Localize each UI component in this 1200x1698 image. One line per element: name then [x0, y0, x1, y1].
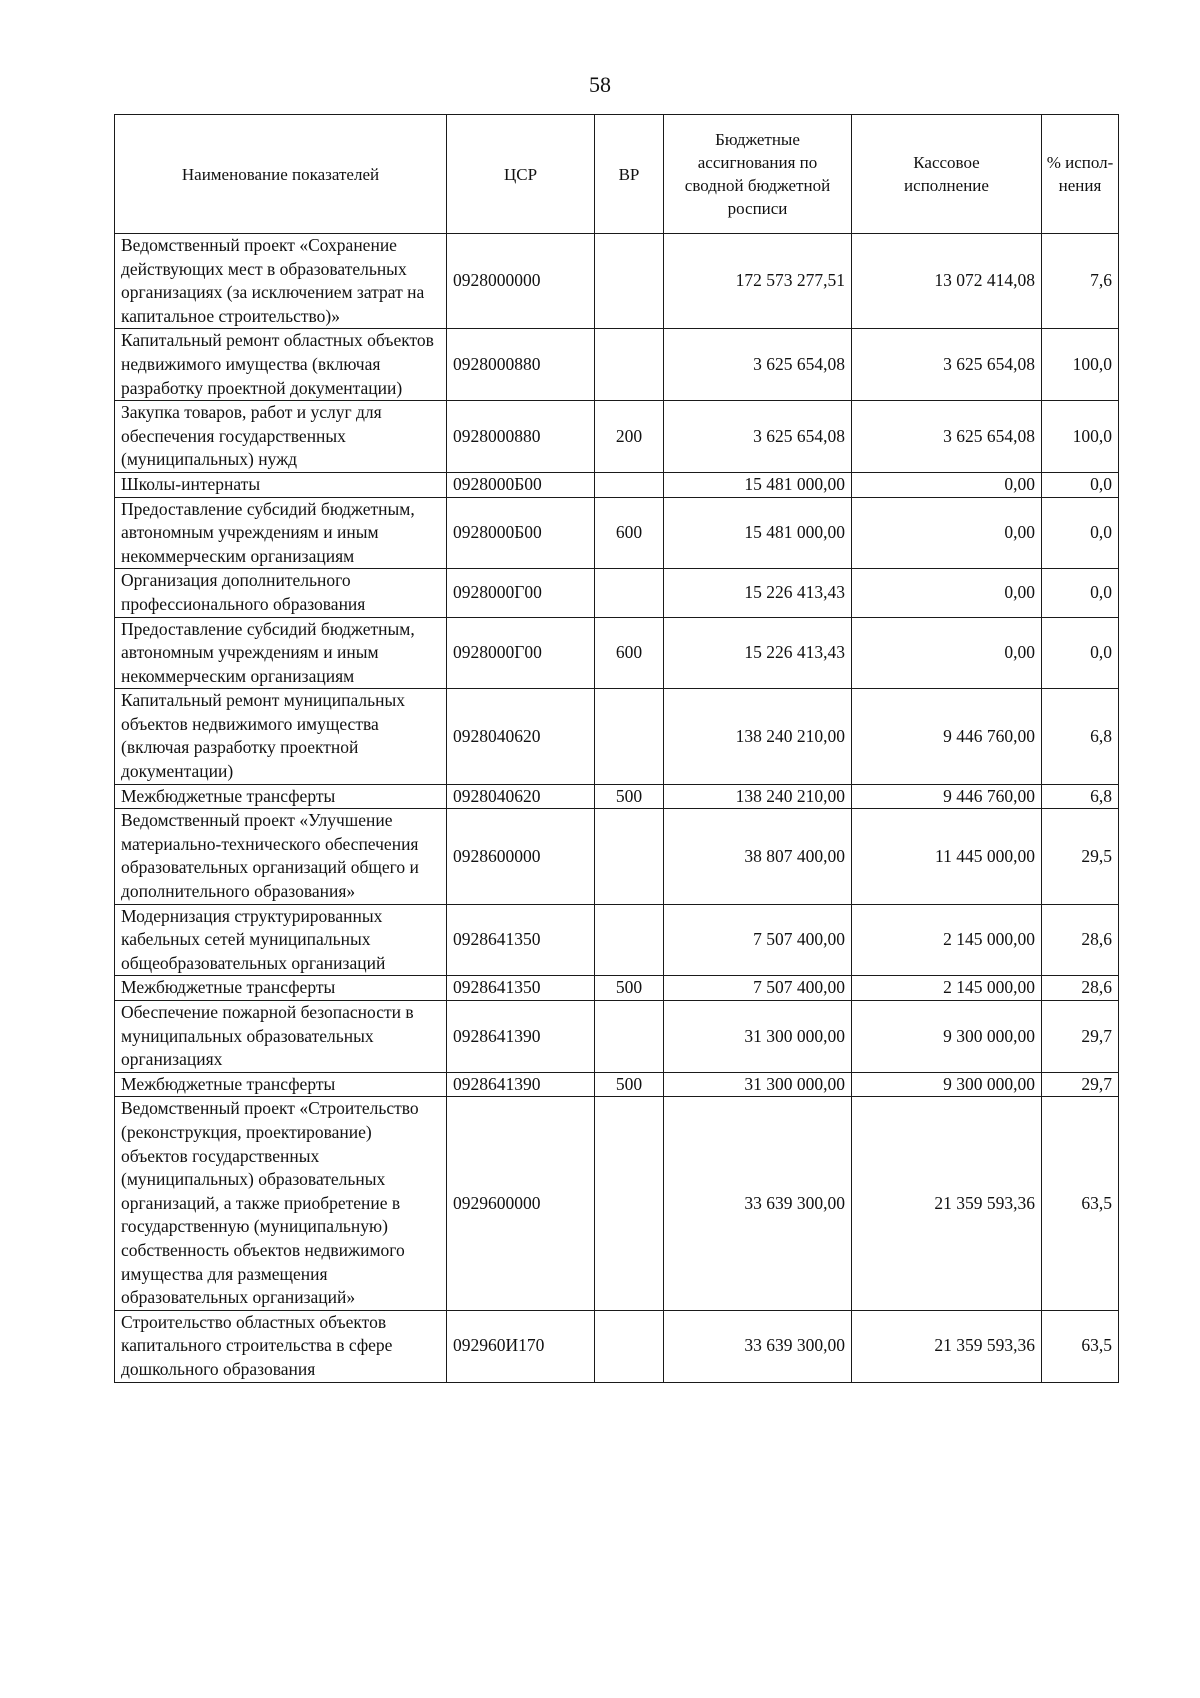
row-execution: 9 300 000,00: [852, 1001, 1042, 1073]
row-name: Обеспечение пожарной безопасности в муниципальных образовательных организациях: [115, 1001, 447, 1073]
table-row: [115, 1072, 1119, 1097]
row-vr: [595, 1001, 664, 1073]
table-header-row: [115, 115, 1119, 234]
row-vr: [595, 1310, 664, 1382]
row-csr: 0928000880: [447, 329, 595, 401]
row-name: Предоставление субсидий бюджетным, автономным учреждениям и иным некоммерческим организациям: [115, 497, 447, 569]
row-csr: 0928000Г00: [447, 569, 595, 617]
row-name: Организация дополнительного профессионального образования: [115, 569, 447, 617]
table-row: [115, 1001, 1119, 1073]
row-csr: 0928000Б00: [447, 497, 595, 569]
row-execution: 11 445 000,00: [852, 809, 1042, 904]
row-vr: [595, 569, 664, 617]
row-execution: 3 625 654,08: [852, 401, 1042, 473]
row-allocations: 138 240 210,00: [664, 784, 852, 809]
row-vr: [595, 904, 664, 976]
row-allocations: 3 625 654,08: [664, 401, 852, 473]
row-percent: 29,7: [1042, 1001, 1119, 1073]
row-csr: 0928000880: [447, 401, 595, 473]
row-execution: 9 300 000,00: [852, 1072, 1042, 1097]
row-csr: 0928641350: [447, 976, 595, 1001]
row-allocations: 31 300 000,00: [664, 1001, 852, 1073]
table-row: [115, 689, 1119, 784]
row-allocations: 7 507 400,00: [664, 976, 852, 1001]
row-name: Модернизация структурированных кабельных сетей муниципальных общеобразовательных организаций: [115, 904, 447, 976]
row-percent: 6,8: [1042, 689, 1119, 784]
row-percent: 28,6: [1042, 976, 1119, 1001]
row-percent: 0,0: [1042, 497, 1119, 569]
row-percent: 0,0: [1042, 569, 1119, 617]
row-csr: 0928000Б00: [447, 472, 595, 497]
row-vr: [595, 234, 664, 329]
row-percent: 100,0: [1042, 329, 1119, 401]
header-execution: Кассовое исполнение: [852, 115, 1042, 234]
row-csr: 0928000000: [447, 234, 595, 329]
row-percent: 28,6: [1042, 904, 1119, 976]
row-name: Ведомственный проект «Сохранение действующих мест в образовательных организациях (за исключением затрат на капитальное строительство)»: [115, 234, 447, 329]
table-row: [115, 1310, 1119, 1382]
row-allocations: 31 300 000,00: [664, 1072, 852, 1097]
row-csr: 0928641390: [447, 1001, 595, 1073]
row-vr: 600: [595, 497, 664, 569]
row-csr: 0929600000: [447, 1097, 595, 1310]
table-row: [115, 569, 1119, 617]
row-vr: [595, 329, 664, 401]
row-name: Ведомственный проект «Улучшение материально-технического обеспечения образовательных организаций общего и дополнительного образования»: [115, 809, 447, 904]
row-csr: 0928040620: [447, 784, 595, 809]
row-vr: 500: [595, 1072, 664, 1097]
table-row: [115, 472, 1119, 497]
table-row: [115, 329, 1119, 401]
row-allocations: 138 240 210,00: [664, 689, 852, 784]
row-allocations: 7 507 400,00: [664, 904, 852, 976]
row-vr: [595, 1097, 664, 1310]
row-csr: 092960И170: [447, 1310, 595, 1382]
row-allocations: 33 639 300,00: [664, 1310, 852, 1382]
row-execution: 3 625 654,08: [852, 329, 1042, 401]
table-row: [115, 617, 1119, 689]
table-row: [115, 234, 1119, 329]
table-row: [115, 497, 1119, 569]
row-allocations: 172 573 277,51: [664, 234, 852, 329]
row-execution: 0,00: [852, 472, 1042, 497]
header-csr: ЦСР: [447, 115, 595, 234]
row-name: Межбюджетные трансферты: [115, 976, 447, 1001]
row-vr: 500: [595, 784, 664, 809]
row-allocations: 15 481 000,00: [664, 472, 852, 497]
row-allocations: 3 625 654,08: [664, 329, 852, 401]
row-execution: 2 145 000,00: [852, 904, 1042, 976]
row-csr: 0928641350: [447, 904, 595, 976]
row-percent: 0,0: [1042, 472, 1119, 497]
header-vr: ВР: [595, 115, 664, 234]
row-percent: 7,6: [1042, 234, 1119, 329]
row-execution: 9 446 760,00: [852, 689, 1042, 784]
table-row: [115, 1097, 1119, 1310]
table-row: [115, 784, 1119, 809]
row-execution: 0,00: [852, 497, 1042, 569]
row-name: Межбюджетные трансферты: [115, 1072, 447, 1097]
row-execution: 21 359 593,36: [852, 1097, 1042, 1310]
row-allocations: 15 481 000,00: [664, 497, 852, 569]
page-number: 58: [589, 72, 611, 97]
row-execution: 0,00: [852, 617, 1042, 689]
header-name: Наименование показателей: [115, 115, 447, 234]
row-csr: 0928040620: [447, 689, 595, 784]
table-row: [115, 401, 1119, 473]
row-name: Капитальный ремонт муниципальных объектов недвижимого имущества (включая разработку проектной документации): [115, 689, 447, 784]
row-vr: [595, 689, 664, 784]
row-percent: 63,5: [1042, 1097, 1119, 1310]
row-name: Строительство областных объектов капитального строительства в сфере дошкольного образования: [115, 1310, 447, 1382]
row-allocations: 38 807 400,00: [664, 809, 852, 904]
row-name: Предоставление субсидий бюджетным, автономным учреждениям и иным некоммерческим организациям: [115, 617, 447, 689]
row-csr: 0928600000: [447, 809, 595, 904]
row-execution: 0,00: [852, 569, 1042, 617]
row-execution: 21 359 593,36: [852, 1310, 1042, 1382]
row-name: Капитальный ремонт областных объектов недвижимого имущества (включая разработку проектной документации): [115, 329, 447, 401]
row-vr: 200: [595, 401, 664, 473]
row-percent: 29,5: [1042, 809, 1119, 904]
row-vr: 500: [595, 976, 664, 1001]
row-name: Закупка товаров, работ и услуг для обеспечения государственных (муниципальных) нужд: [115, 401, 447, 473]
budget-execution-table: [114, 114, 1119, 1383]
row-percent: 100,0: [1042, 401, 1119, 473]
header-allocations: Бюджетные ассигнования по сводной бюджетной росписи: [664, 115, 852, 234]
row-execution: 9 446 760,00: [852, 784, 1042, 809]
row-allocations: 33 639 300,00: [664, 1097, 852, 1310]
row-name: Межбюджетные трансферты: [115, 784, 447, 809]
row-csr: 0928000Г00: [447, 617, 595, 689]
row-allocations: 15 226 413,43: [664, 569, 852, 617]
row-percent: 29,7: [1042, 1072, 1119, 1097]
row-vr: [595, 472, 664, 497]
row-execution: 2 145 000,00: [852, 976, 1042, 1001]
table-row: [115, 904, 1119, 976]
row-percent: 0,0: [1042, 617, 1119, 689]
row-name: Школы-интернаты: [115, 472, 447, 497]
row-percent: 63,5: [1042, 1310, 1119, 1382]
table-row: [115, 809, 1119, 904]
row-csr: 0928641390: [447, 1072, 595, 1097]
row-vr: 600: [595, 617, 664, 689]
row-vr: [595, 809, 664, 904]
header-percent: % испол-нения: [1042, 115, 1119, 234]
table-row: [115, 976, 1119, 1001]
row-name: Ведомственный проект «Строительство (реконструкция, проектирование) объектов государственных (муниципальных) образовательных организаций, а также приобретение в государственную (муниципальную) собственность объектов недвижимого имущества для размещения образовательных организаций»: [115, 1097, 447, 1310]
row-percent: 6,8: [1042, 784, 1119, 809]
row-execution: 13 072 414,08: [852, 234, 1042, 329]
row-allocations: 15 226 413,43: [664, 617, 852, 689]
